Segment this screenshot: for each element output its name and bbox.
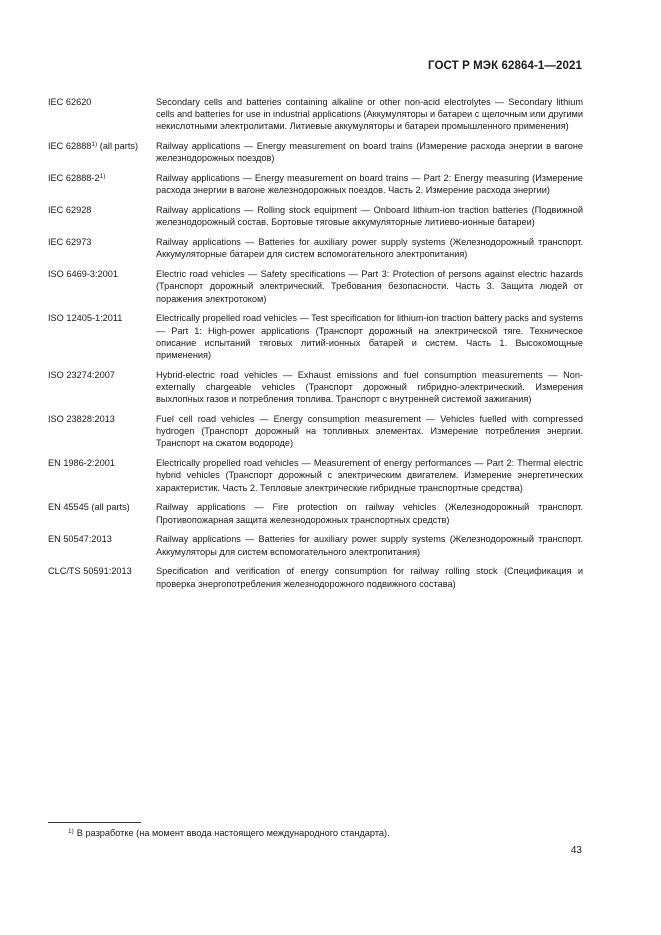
reference-description: Electrically propelled road vehicles — Test specification for lithium-ion traction battery packs and systems — Part 1: High-power applications (Транспорт дорожный на электрической тяге. Техническое описание испытаний тяговых литий-ионных батарей и систем. Часть 1. Высокомощные применения) — [156, 313, 583, 361]
reference-entry — [48, 457, 583, 494]
reference-entry — [48, 369, 583, 406]
reference-description: Railway applications — Energy measurement on board trains (Измерение расхода энергии в вагоне железнодорожных поездов) — [156, 141, 583, 164]
reference-code: IEC 62928 — [48, 205, 92, 216]
footnote-marker: 1) — [99, 173, 106, 181]
page-number: 43 — [570, 845, 582, 856]
reference-entry — [48, 565, 583, 589]
reference-description: Hybrid-electric road vehicles — Exhaust emissions and fuel consumption measurements — Non-externally chargeable vehicles (Транспорт дорожный гибридно-электрический. Измерения выхлопных газов и потребления топлива. Транспорт с внутренней системой зажигания) — [156, 369, 583, 405]
reference-entry — [48, 413, 583, 450]
reference-code: ISO 6469-3:2001 — [48, 269, 118, 280]
reference-code-number: IEC 62888-2 — [48, 173, 100, 184]
reference-code: EN 1986-2:2001 — [48, 458, 115, 469]
reference-code: ISO 12405-1:2011 — [48, 313, 123, 324]
reference-code: ISO 23828:2013 — [48, 414, 115, 425]
reference-description: Secondary cells and batteries containing alkaline or other non-acid electrolytes — Secondary lithium cells and batteries for use in industrial applications (Аккумуляторы и батареи с щелочным или другими некислотными электролитами. Литиевые аккумуляторы и батареи промышленного применения) — [156, 97, 583, 132]
reference-entry — [48, 268, 583, 305]
reference-code: IEC 62973 — [48, 237, 92, 248]
reference-code: CLC/TS 50591:2013 — [48, 566, 132, 577]
footnote — [68, 827, 390, 839]
reference-code — [48, 140, 156, 152]
reference-entry — [48, 140, 583, 164]
reference-description: Electric road vehicles — Safety specifications — Part 3: Protection of persons against electric hazards (Транспорт дорожный электрический. Требования безопасности. Часть 3. Защита людей от поражения электротоком) — [156, 269, 583, 304]
reference-entry — [48, 204, 583, 228]
reference-description: Railway applications — Energy measurement on board trains — Part 2: Energy measuring (Измерение расхода энергии в вагоне железнодорожных поездов. Часть 2. Измерение расхода энергии) — [156, 173, 583, 196]
reference-entry — [48, 312, 583, 361]
reference-entry — [48, 96, 583, 133]
document-header: ГОСТ Р МЭК 62864-1—2021 — [428, 60, 582, 72]
reference-entry — [48, 533, 583, 557]
reference-description: Electrically propelled road vehicles — Measurement of energy performances — Part 2: Thermal electric hybrid vehicles (Транспорт дорожный с электрическим двигателем. Измерение энергетических характеристик. Часть 2. Тепловые электрические гибридные транспортные средства) — [156, 458, 583, 493]
footnote-marker: 1) — [68, 828, 74, 835]
reference-code: EN 50547:2013 — [48, 534, 112, 545]
footnote-text: В разработке (на момент ввода настоящего международного стандарта). — [76, 828, 390, 838]
footnote-divider — [48, 822, 141, 823]
reference-entry — [48, 501, 583, 525]
reference-code: EN 45545 (all parts) — [48, 502, 130, 513]
reference-description: Railway applications — Batteries for auxiliary power supply systems (Железнодорожный транспорт. Аккумуляторы для систем вспомогательного электропитания) — [156, 534, 583, 557]
reference-entry — [48, 236, 583, 260]
reference-description: Railway applications — Rolling stock equipment — Onboard lithium-ion traction batteries (Подвижной железнодорожный состав. Бортовые тяговые аккумуляторные литиево-ионные батареи) — [156, 205, 583, 228]
footnote-marker: 1) — [91, 141, 98, 149]
reference-code: ISO 23274:2007 — [48, 369, 115, 380]
reference-code — [48, 172, 156, 184]
reference-code: IEC 62620 — [48, 97, 92, 107]
reference-description: Fuel cell road vehicles — Energy consumption measurement — Vehicles fuelled with compressed hydrogen (Транспорт дорожный на топливных элементах. Измерение потребления энергии. Транспорт на сжатом водороде) — [156, 414, 583, 449]
reference-entry — [48, 172, 583, 196]
references-list — [48, 96, 583, 597]
reference-description: Specification and verification of energy consumption for railway rolling stock (Спецификация и проверка энергопотребления железнодорожного подвижного состава) — [156, 566, 583, 589]
reference-code-number: IEC 62888 — [48, 141, 92, 152]
reference-description: Railway applications — Batteries for auxiliary power supply systems (Железнодорожный транспорт. Аккумуляторные батареи для систем вспомогательного электропитания) — [156, 237, 583, 260]
reference-description: Railway applications — Fire protection on railway vehicles (Железнодорожный транспорт. Противопожарная защита железнодорожных транспортных средств) — [156, 502, 583, 525]
reference-code-suffix: (all parts) — [97, 141, 139, 152]
